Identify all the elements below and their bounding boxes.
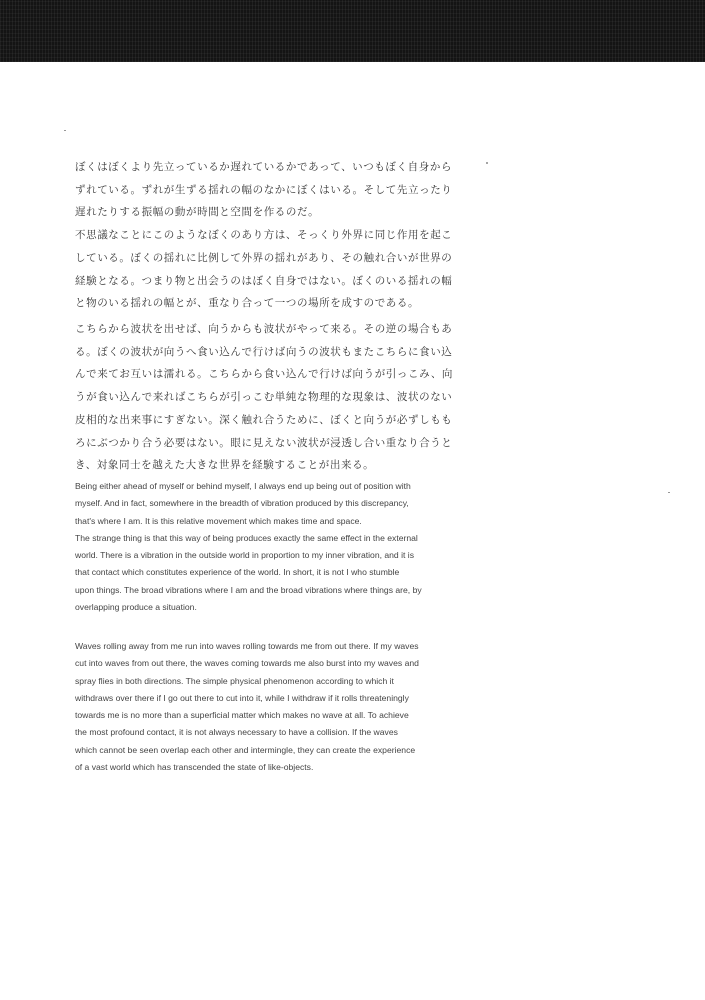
text-line: ろにぶつかり合う必要はない。眼に見えない波状が浸透し合い重なり合うと [75, 436, 453, 449]
text-line: 不思議なことにこのようなぼくのあり方は、そっくり外界に同じ作用を起こ [75, 229, 453, 242]
text-line: 経験となる。つまり物と出会うのはぼく自身ではない。ぼくのいる揺れの幅 [75, 274, 453, 287]
text-line: Waves rolling away from me run into waves rolling towards me from out there. If my waves [75, 641, 419, 651]
text-line: The strange thing is that this way of being produces exactly the same effect in the external [75, 532, 418, 543]
japanese-paragraph-2 [75, 318, 455, 477]
text-line: which cannot be seen overlap each other and intermingle, they can create the experience [75, 744, 416, 755]
text-line: withdraws over there if I go out there to cut into it, while I withdraw if it rolls threateningly [75, 692, 409, 703]
text-line: myself. And in fact, somewhere in the breadth of vibration produced by this discrepancy, [75, 498, 409, 509]
text-line: the most profound contact, it is not always necessary to have a collision. If the waves [75, 727, 398, 738]
text-line: upon things. The broad vibrations where I am and the broad vibrations where things are, by [75, 584, 422, 595]
text-line: ずれている。ずれが生ずる揺れの幅のなかにぼくはいる。そして先立ったり [75, 183, 453, 196]
text-line: き、対象同士を越えた大きな世界を経験することが出来る。 [75, 459, 375, 472]
japanese-paragraph-1 [75, 156, 455, 315]
text-line: んで来てお互いは濡れる。こちらから食い込んで行けば向うが引っこみ、向 [75, 368, 454, 381]
paper-speck [486, 162, 488, 164]
text-line: している。ぼくの揺れに比例して外界の揺れがあり、その触れ合いが世界の [75, 251, 453, 264]
text-line: overlapping produce a situation. [75, 602, 197, 613]
text-line: こちらから波状を出せば、向うからも波状がやって来る。その逆の場合もあ [75, 323, 453, 335]
paper-speck [668, 492, 670, 493]
text-line: spray flies in both directions. The simple physical phenomenon according to which it [75, 675, 394, 686]
text-line: cut into waves from out there, the waves coming towards me also burst into my waves and [75, 658, 419, 669]
english-paragraph-1 [75, 478, 447, 616]
text-line: that contact which constitutes experience of the world. In short, it is not I who stumble [75, 567, 400, 578]
paper-speck [64, 130, 66, 131]
text-line: る。ぼくの波状が向うへ食い込んで行けば向うの波状もまたこちらに食い込 [75, 345, 453, 358]
text-line: world. There is a vibration in the outside world in proportion to my inner vibration, and it is [75, 550, 414, 561]
text-line: 遅れたりする振幅の動が時間と空間を作るのだ。 [75, 206, 320, 219]
text-line: うが食い込んで来ればこちらが引っこむ単純な物理的な現象は、波状のない [75, 391, 453, 404]
top-dark-band [0, 0, 705, 62]
text-line: towards me is no more than a superficial matter which makes no wave at all. To achieve [75, 710, 409, 721]
text-line: と物のいる揺れの幅とが、重なり合って一つの場所を成すのである。 [75, 297, 420, 310]
english-paragraph-2 [75, 638, 447, 776]
text-line: ぼくはぼくより先立っているか遅れているかであって、いつもぼく自身から [75, 161, 453, 173]
text-line: of a vast world which has transcended the state of like-objects. [75, 762, 314, 773]
text-line: that's where I am. It is this relative movement which makes time and space. [75, 515, 362, 526]
text-line: 皮相的な出来事にすぎない。深く触れ合うために、ぼくと向うが必ずしもも [75, 413, 453, 426]
text-line: Being either ahead of myself or behind myself, I always end up being out of position with [75, 481, 411, 491]
